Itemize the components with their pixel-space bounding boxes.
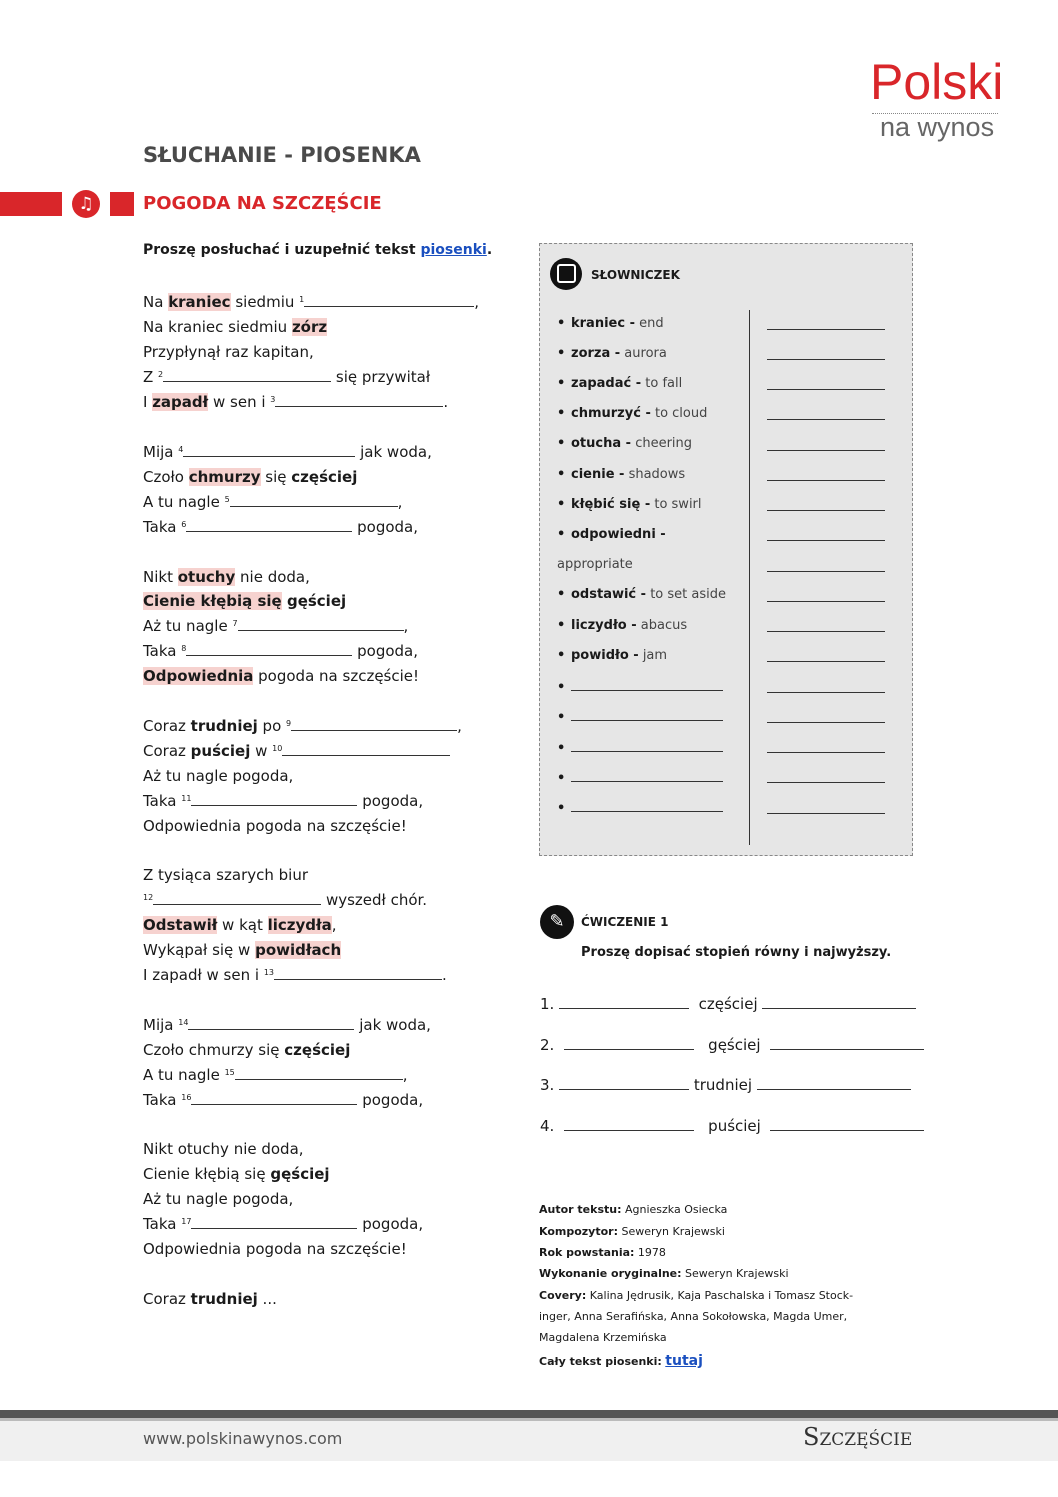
vocab-item: • liczydło - abacus — [557, 618, 688, 633]
vocab-answer-line[interactable] — [767, 752, 885, 753]
lyric-line: Cienie kłębią się gęściej — [143, 592, 347, 610]
lyric-line: Na kraniec siedmiu zórz — [143, 318, 328, 336]
meta-composer: Kompozytor: Seweryn Krajewski — [539, 1225, 725, 1238]
vocab-answer-line[interactable] — [767, 631, 885, 632]
vocab-item-continued: appropriate — [557, 557, 633, 572]
magnifier-icon-inner — [557, 264, 576, 283]
vocab-item: • kłębić się - to swirl — [557, 497, 702, 512]
vocabulary-divider — [749, 310, 750, 845]
exercise-blank[interactable] — [762, 996, 916, 1009]
vocab-answer-line[interactable] — [767, 571, 885, 572]
lyric-line: Przypłynął raz kapitan, — [143, 343, 314, 361]
lyric-line: Taka $^8$ pogoda, — [143, 642, 419, 660]
pencil-icon: ✎ — [540, 905, 574, 939]
exercise-instruction: Proszę dopisać stopień równy i najwyższy. — [581, 945, 892, 960]
lyric-line: Odpowiednia pogoda na szczęście! — [143, 667, 420, 685]
exercise-row: 4. puściej — [540, 1117, 924, 1135]
answer-blank[interactable] — [274, 967, 442, 980]
lyric-line: Wykąpał się w powidłach — [143, 941, 342, 959]
exercise-blank[interactable] — [770, 1118, 924, 1131]
song-title: POGODA NA SZCZĘŚCIE — [143, 193, 382, 214]
vocab-item: • zapadać - to fall — [557, 376, 683, 391]
lyric-line: Na kraniec siedmiu $^1$ , — [143, 293, 480, 311]
lyric-line: Nikt otuchy nie doda, — [143, 568, 310, 586]
vocab-answer-line[interactable] — [767, 661, 885, 662]
lyric-line: Coraz trudniej po $^9$ , — [143, 717, 462, 735]
page-title: SŁUCHANIE - PIOSENKA — [143, 143, 421, 167]
lyric-line: Aż tu nagle $^7$ , — [143, 617, 409, 635]
accent-bar — [0, 192, 62, 216]
answer-blank[interactable] — [238, 618, 404, 631]
vocab-answer-line[interactable] — [767, 813, 885, 814]
full-text-link[interactable]: tutaj — [665, 1353, 703, 1369]
vocab-answer-line[interactable] — [767, 329, 885, 330]
lyric-line: Taka $^{16}$ pogoda, — [143, 1091, 424, 1109]
exercise-blank[interactable] — [564, 1118, 694, 1131]
vocab-empty-item[interactable]: • — [557, 739, 723, 757]
footer-title: Szczęście — [803, 1423, 913, 1451]
lyric-line: Mija $^4$ jak woda, — [143, 443, 432, 461]
lyric-line: I zapadł w sen i $^{13}$ . — [143, 966, 447, 984]
vocab-answer-line[interactable] — [767, 419, 885, 420]
lyric-line: Odstawił w kąt liczydła, — [143, 916, 337, 934]
instruction: Proszę posłuchać i uzupełnić tekst piosenki. — [143, 242, 493, 258]
lyric-line: Odpowiednia pogoda na szczęście! — [143, 817, 407, 835]
vocabulary-box — [539, 243, 913, 856]
answer-blank[interactable] — [275, 394, 443, 407]
answer-blank[interactable] — [291, 718, 457, 731]
answer-blank[interactable] — [163, 369, 331, 382]
exercise-row: 3. trudniej — [540, 1076, 911, 1094]
answer-blank[interactable] — [191, 1092, 357, 1105]
vocab-item: • kraniec - end — [557, 316, 664, 331]
vocab-item: • zorza - aurora — [557, 346, 667, 361]
logo: Polski — [870, 54, 1004, 110]
answer-blank[interactable] — [304, 294, 474, 307]
exercise-title: ĆWICZENIE 1 — [581, 915, 669, 929]
answer-blank[interactable] — [235, 1067, 403, 1080]
vocab-item: • odpowiedni - — [557, 527, 666, 542]
exercise-blank[interactable] — [559, 1077, 689, 1090]
exercise-blank[interactable] — [757, 1077, 911, 1090]
lyric-line: Odpowiednia pogoda na szczęście! — [143, 1240, 407, 1258]
vocab-empty-item[interactable]: • — [557, 678, 723, 696]
vocab-answer-line[interactable] — [767, 510, 885, 511]
vocab-empty-item[interactable]: • — [557, 769, 723, 787]
vocab-answer-line[interactable] — [767, 359, 885, 360]
answer-blank[interactable] — [183, 444, 355, 457]
lyric-line: Nikt otuchy nie doda, — [143, 1140, 304, 1158]
footer-url: www.polskinawynos.com — [143, 1429, 343, 1448]
lyric-line: A tu nagle $^{15}$ , — [143, 1066, 408, 1084]
lyric-line: Aż tu nagle pogoda, — [143, 1190, 294, 1208]
exercise-row: 1. częściej — [540, 995, 916, 1013]
song-link[interactable]: piosenki — [420, 242, 487, 258]
lyric-line: Taka $^{11}$ pogoda, — [143, 792, 424, 810]
lyric-line: Coraz trudniej ... — [143, 1290, 277, 1308]
answer-blank[interactable] — [282, 743, 450, 756]
vocab-item: • odstawić - to set aside — [557, 587, 726, 602]
vocab-empty-item[interactable]: • — [557, 799, 723, 817]
meta-full-text: Cały tekst piosenki: tutaj — [539, 1353, 703, 1369]
lyric-line: $^{12}$ wyszedł chór. — [143, 891, 428, 909]
vocab-item: • chmurzyć - to cloud — [557, 406, 708, 421]
meta-author: Autor tekstu: Agnieszka Osiecka — [539, 1203, 728, 1216]
vocab-answer-line[interactable] — [767, 450, 885, 451]
vocab-answer-line[interactable] — [767, 480, 885, 481]
vocab-answer-line[interactable] — [767, 692, 885, 693]
vocab-answer-line[interactable] — [767, 601, 885, 602]
answer-blank[interactable] — [191, 793, 357, 806]
exercise-blank[interactable] — [564, 1037, 694, 1050]
lyric-line: Z $^2$ się przywitał — [143, 368, 431, 386]
meta-covers: Covery: Kalina Jędrusik, Kaja Paschalska i Tomasz Stock- — [539, 1289, 854, 1302]
vocab-answer-line[interactable] — [767, 540, 885, 541]
vocab-answer-line[interactable] — [767, 722, 885, 723]
answer-blank[interactable] — [186, 519, 352, 532]
answer-blank[interactable] — [191, 1216, 357, 1229]
exercise-blank[interactable] — [770, 1037, 924, 1050]
answer-blank[interactable] — [188, 1017, 354, 1030]
lyric-line: Z tysiąca szarych biur — [143, 866, 308, 884]
lyric-line: Taka $^{17}$ pogoda, — [143, 1215, 424, 1233]
accent-square — [110, 192, 134, 216]
answer-blank[interactable] — [153, 892, 321, 905]
lyric-line: Cienie kłębią się gęściej — [143, 1165, 330, 1183]
lyric-line: Czoło chmurzy się częściej — [143, 468, 358, 486]
lyric-line: Aż tu nagle pogoda, — [143, 767, 294, 785]
meta-covers-line: inger, Anna Serafińska, Anna Sokołowska, Magda Umer, — [539, 1310, 848, 1323]
answer-blank[interactable] — [230, 494, 398, 507]
lyric-line: Taka $^6$ pogoda, — [143, 518, 419, 536]
vocab-item: • cienie - shadows — [557, 467, 686, 482]
answer-blank[interactable] — [186, 643, 352, 656]
lyric-line: A tu nagle $^5$ , — [143, 493, 403, 511]
exercise-blank[interactable] — [559, 996, 689, 1009]
vocab-item: • powidło - jam — [557, 648, 668, 663]
meta-performer: Wykonanie oryginalne: Seweryn Krajewski — [539, 1267, 789, 1280]
vocab-answer-line[interactable] — [767, 782, 885, 783]
lyric-line: Coraz puściej w $^{10}$ — [143, 742, 450, 760]
meta-year: Rok powstania: 1978 — [539, 1246, 666, 1259]
lyric-line: I zapadł w sen i $^3$ . — [143, 393, 449, 411]
meta-covers-line: Magdalena Krzemińska — [539, 1331, 667, 1344]
vocab-item: • otucha - cheering — [557, 436, 693, 451]
footer-divider — [0, 1410, 1058, 1421]
vocab-answer-line[interactable] — [767, 389, 885, 390]
lyric-line: Czoło chmurzy się częściej — [143, 1041, 351, 1059]
logo-subtitle: na wynos — [880, 112, 995, 142]
lyric-line: Mija $^{14}$ jak woda, — [143, 1016, 431, 1034]
vocabulary-title: SŁOWNICZEK — [591, 268, 680, 282]
vocab-empty-item[interactable]: • — [557, 708, 723, 726]
music-note-icon: ♫ — [72, 190, 100, 218]
exercise-row: 2. gęściej — [540, 1036, 924, 1054]
